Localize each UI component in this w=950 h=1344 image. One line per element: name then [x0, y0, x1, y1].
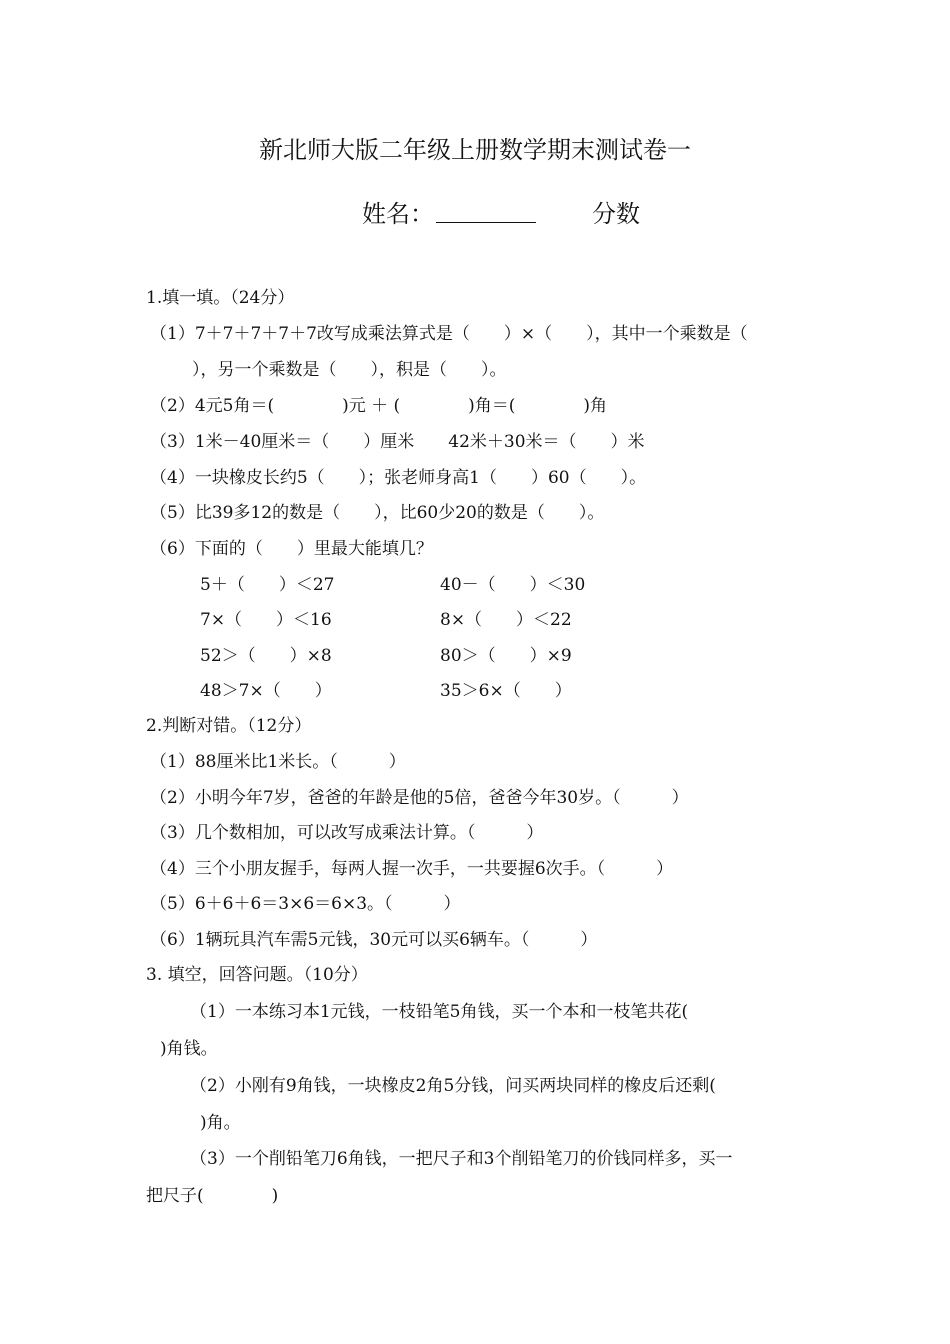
s2-item-4: （4）三个小朋友握手，每两人握一次手，一共要握6次手。（ ）: [150, 859, 674, 879]
s2-item-6: （6）1辆玩具汽车需5元钱，30元可以买6辆车。（ ）: [150, 930, 598, 950]
inequality-right-4: 35＞6×（ ）: [440, 681, 572, 701]
s3-question-2-line2: )角。: [200, 1113, 241, 1133]
s2-item-5: （5）6＋6＋6＝3×6＝6×3。（ ）: [150, 894, 461, 914]
inequality-left-2: 7×（ ）＜16: [200, 610, 332, 630]
inequality-right-3: 80＞（ ）×9: [440, 646, 572, 666]
s1-question-2: （2）4元5角＝( )元 ＋ ( )角＝( )角: [150, 396, 608, 416]
s1-question-3: （3）1米－40厘米＝（ ）厘米 42米＋30米＝（ ）米: [150, 432, 645, 452]
s1-question-1-line2: ），另一个乘数是（ ），积是（ ）。: [192, 360, 507, 380]
section2-heading: 2.判断对错。（12分）: [146, 716, 312, 736]
s2-item-3: （3）几个数相加，可以改写成乘法计算。（ ）: [150, 823, 544, 843]
s3-question-2-line1: （2）小刚有9角钱，一块橡皮2角5分钱，问买两块同样的橡皮后还剩(: [190, 1076, 716, 1096]
inequality-left-4: 48＞7×（ ）: [200, 681, 332, 701]
s3-question-1-line2: )角钱。: [160, 1039, 218, 1059]
section3-heading: 3. 填空，回答问题。（10分）: [146, 965, 368, 985]
s2-item-2: （2）小明今年7岁，爸爸的年龄是他的5倍，爸爸今年30岁。（ ）: [150, 788, 689, 808]
name-field-row: [362, 198, 536, 230]
page-title: 新北师大版二年级上册数学期末测试卷一: [259, 136, 691, 164]
inequality-right-2: 8×（ ）＜22: [440, 610, 572, 630]
score-label: 分数: [592, 200, 640, 228]
name-blank[interactable]: [436, 198, 536, 223]
s1-question-5: （5）比39多12的数是（ ），比60少20的数是（ ）。: [150, 503, 605, 523]
section1-heading: 1.填一填。（24分）: [146, 288, 295, 308]
name-label: 姓名：: [362, 200, 434, 228]
s1-question-1-line1: （1）7＋7＋7＋7＋7改写成乘法算式是（ ）×（ ），其中一个乘数是（: [150, 324, 748, 344]
inequality-left-1: 5＋（ ）＜27: [200, 575, 335, 595]
s1-question-4: （4）一块橡皮长约5（ ）；张老师身高1（ ）60（ ）。: [150, 468, 647, 488]
s3-question-3-line1: （3）一个削铅笔刀6角钱，一把尺子和3个削铅笔刀的价钱同样多，买一: [190, 1149, 733, 1169]
s2-item-1: （1）88厘米比1米长。（ ）: [150, 752, 406, 772]
inequality-right-1: 40－（ ）＜30: [440, 575, 586, 595]
s3-question-3-line2: 把尺子( ): [146, 1186, 279, 1206]
s1-question-6: （6）下面的（ ）里最大能填几？: [150, 539, 433, 559]
inequality-left-3: 52＞（ ）×8: [200, 646, 332, 666]
s3-question-1-line1: （1）一本练习本1元钱，一枝铅笔5角钱，买一个本和一枝笔共花(: [190, 1002, 689, 1022]
